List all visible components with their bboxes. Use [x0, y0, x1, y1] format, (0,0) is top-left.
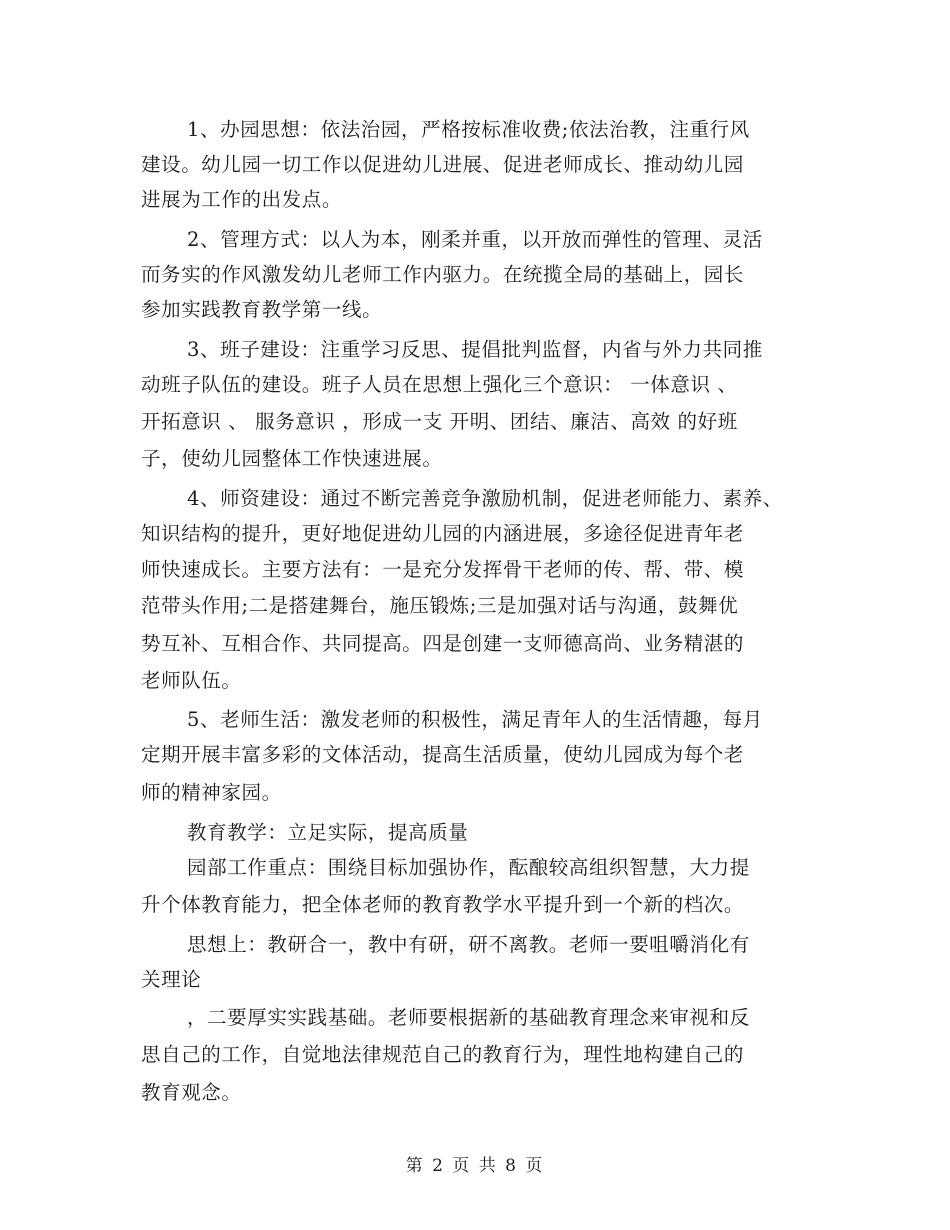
page-number-footer: 第 2 页 共 8 页 [405, 1156, 545, 1176]
text-line: 建设。幼儿园一切工作以促进幼儿进展、促进老师成长、推动幼儿园 [141, 153, 745, 176]
text-line: 老师队伍。 [141, 669, 242, 692]
text-line: 1、办园思想：依法治园，严格按标准收费;依法治教，注重行风 [187, 118, 750, 141]
text-line: 5、老师生活：激发老师的积极性，满足青年人的生活情趣，每月 [187, 708, 763, 731]
text-line: 开拓意识 、 服务意识 ，形成一支 开明、团结、廉洁、高效 的好班 [141, 410, 738, 433]
text-line: 师快速成长。主要方法有：一是充分发挥骨干老师的传、帮、带、模 [141, 558, 745, 581]
text-line: 教育教学：立足实际，提高质量 [187, 821, 469, 844]
text-line: 动班子队伍的建设。班子人员在思想上强化三个意识： 一体意识 、 [141, 373, 738, 396]
text-line: 教育观念。 [141, 1081, 242, 1104]
text-line: 定期开展丰富多彩的文体活动，提高生活质量，使幼儿园成为每个老 [141, 743, 745, 766]
text-line: 3、班子建设：注重学习反思、提倡批判监督，内省与外力共同推 [187, 338, 763, 361]
text-line: ，二要厚实实践基础。老师要根据新的基础教育理念来审视和反 [187, 1006, 750, 1029]
text-line: 思自己的工作，自觉地法律规范自己的教育行为，理性地构建自己的 [141, 1043, 745, 1066]
text-line: 势互补、互相合作、共同提高。四是创建一支师德高尚、业务精湛的 [141, 632, 745, 655]
text-line: 思想上：教研合一，教中有研，研不离教。老师一要咀嚼消化有 [187, 933, 750, 956]
text-line: 4、师资建设：通过不断完善竞争激励机制，促进老师能力、素养、 [187, 487, 783, 510]
text-line: 范带头作用;二是搭建舞台，施压锻炼;三是加强对话与沟通，鼓舞优 [141, 594, 739, 617]
text-line: 师的精神家园。 [141, 781, 282, 804]
text-line: 园部工作重点：围绕目标加强协作，酝酿较高组织智慧，大力提 [187, 856, 750, 879]
text-line: 而务实的作风激发幼儿老师工作内驱力。在统揽全局的基础上，园长 [141, 263, 745, 286]
text-line: 知识结构的提升，更好地促进幼儿园的内涵进展，多途径促进青年老 [141, 522, 745, 545]
text-line: 进展为工作的出发点。 [141, 188, 343, 211]
text-line: 升个体教育能力，把全体老师的教育教学水平提升到一个新的档次。 [141, 893, 745, 916]
text-line: 关理论 [141, 968, 202, 991]
text-line: 2、管理方式：以人为本，刚柔并重，以开放而弹性的管理、灵活 [187, 228, 763, 251]
text-line: 参加实践教育教学第一线。 [141, 298, 383, 321]
text-line: 子，使幼儿园整体工作快速进展。 [141, 447, 443, 470]
